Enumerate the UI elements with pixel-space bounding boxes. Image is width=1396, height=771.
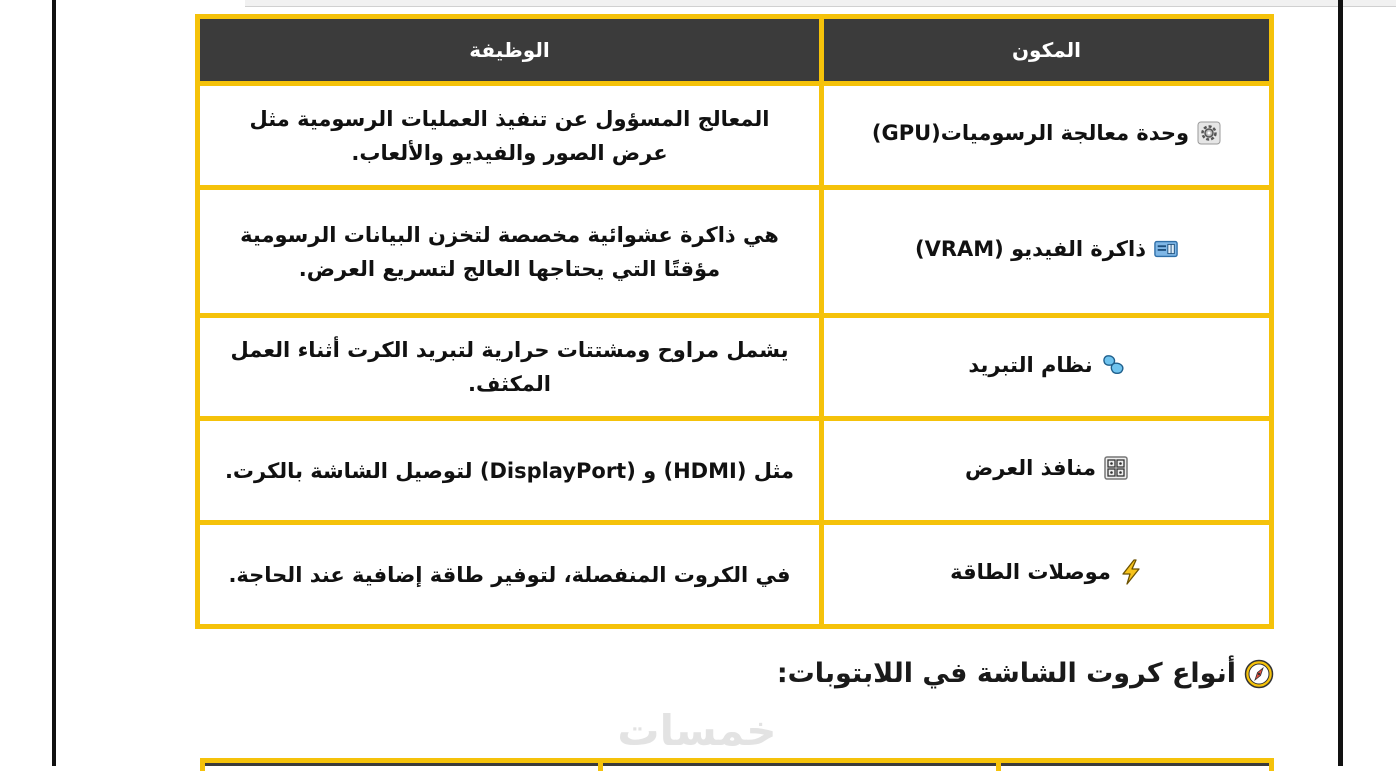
gear-icon — [1197, 121, 1221, 145]
function-cell: مثل (HDMI) و (DisplayPort) لتوصيل الشاشة بالكرت. — [198, 419, 822, 523]
next-table-top-edge — [200, 758, 1274, 766]
header-component: المكون — [822, 17, 1272, 84]
section-heading — [620, 658, 1274, 689]
components-table — [195, 14, 1274, 629]
header-function: الوظيفة — [198, 17, 822, 84]
component-label: نظام التبريد — [968, 352, 1093, 377]
table-row — [198, 316, 1272, 419]
ports-icon — [1104, 456, 1128, 480]
watermark: خمسات — [617, 706, 777, 755]
function-cell: المعالج المسؤول عن تنفيذ العمليات الرسومية مثل عرض الصور والفيديو والألعاب. — [198, 84, 822, 188]
frame-left-border — [52, 0, 56, 766]
components-table-container — [200, 14, 1274, 629]
component-cell — [822, 188, 1272, 316]
section-title: أنواع كروت الشاشة في اللابتوبات: — [776, 658, 1236, 689]
table-header-row — [198, 17, 1272, 84]
memory-card-icon — [1154, 237, 1178, 261]
lightning-icon — [1119, 560, 1143, 584]
table-row — [198, 188, 1272, 316]
table-row — [198, 84, 1272, 188]
top-scroll-bar — [245, 0, 1396, 7]
function-cell: يشمل مراوح ومشتتات حرارية لتبريد الكرت أثناء العمل المكثف. — [198, 316, 822, 419]
component-cell — [822, 523, 1272, 627]
component-label: وحدة معالجة الرسوميات(GPU) — [871, 121, 1190, 145]
frame-right-border — [1338, 0, 1343, 766]
component-cell — [822, 419, 1272, 523]
component-cell — [822, 316, 1272, 419]
component-label: ذاكرة الفيديو (VRAM) — [914, 237, 1146, 261]
function-cell: هي ذاكرة عشوائية مخصصة لتخزن البيانات الرسومية مؤقتًا التي يحتاجها العالج لتسريع العرض. — [198, 188, 822, 316]
droplets-icon — [1101, 353, 1125, 377]
table-row — [198, 523, 1272, 627]
component-label: منافذ العرض — [965, 456, 1096, 480]
compass-icon — [1244, 659, 1274, 689]
function-cell: في الكروت المنفصلة، لتوفير طاقة إضافية عند الحاجة. — [198, 523, 822, 627]
component-label: موصلات الطاقة — [950, 559, 1111, 584]
component-cell — [822, 84, 1272, 188]
table-row — [198, 419, 1272, 523]
